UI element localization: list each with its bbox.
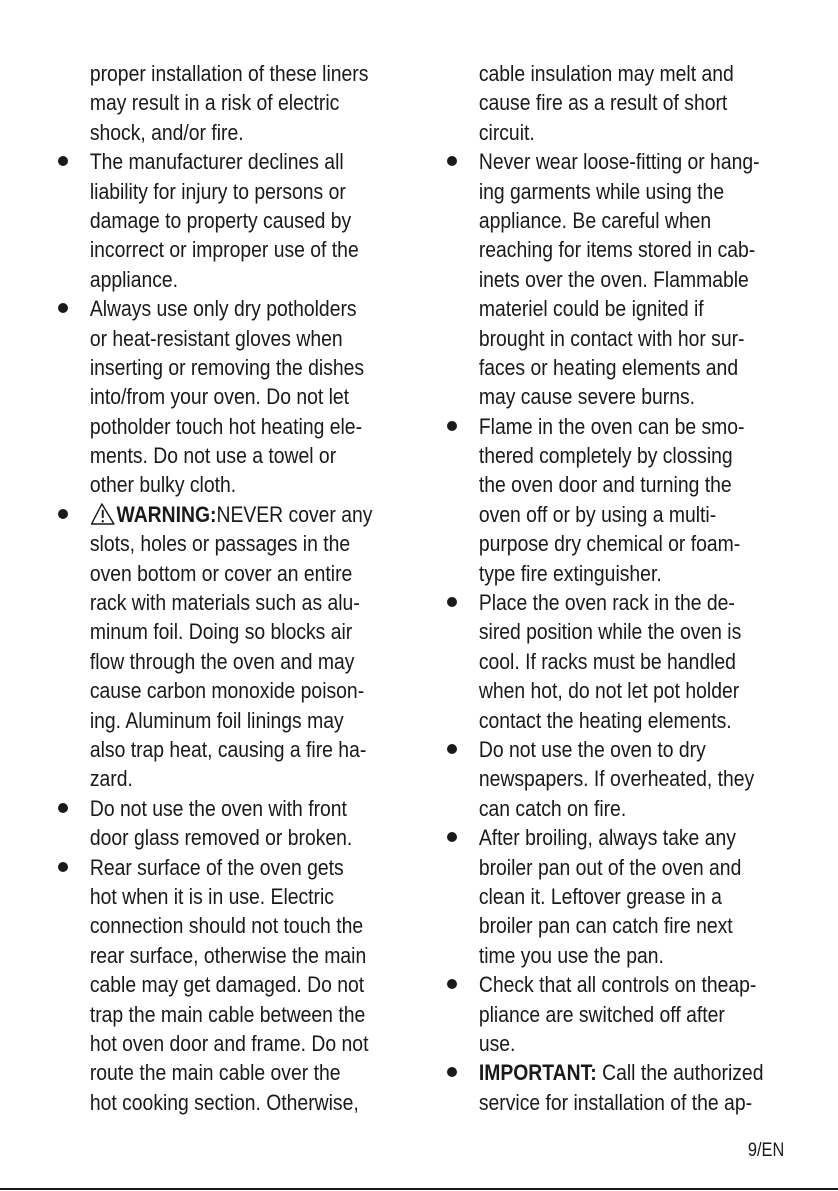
bullet-item <box>441 412 791 588</box>
text-line: other bulky cloth. <box>89 472 237 498</box>
text-line: Rear surface of the oven gets <box>89 854 344 880</box>
warning-label: WARNING: <box>116 501 217 527</box>
text-line: into/from your oven. Do not let <box>89 384 350 410</box>
text-line: Never wear loose-fitting or hang- <box>478 149 760 175</box>
text-line: flow through the oven and may <box>89 648 355 674</box>
text-line: materiel could be ignited if <box>478 296 704 322</box>
warning-text: NEVER cover any <box>216 501 373 527</box>
text-line: purpose dry chemical or foam- <box>478 531 741 557</box>
text-line: The manufacturer declines all <box>89 149 344 175</box>
text-line: or heat-resistant gloves when <box>89 325 343 351</box>
bullet-item <box>52 853 397 1118</box>
text-line: cause fire as a result of short <box>478 90 728 116</box>
text-line: Do not use the oven with front <box>89 795 347 821</box>
text-line: ments. Do not use a towel or <box>89 443 337 469</box>
bullet-item <box>441 1058 791 1117</box>
important-text: Call the authorized <box>596 1060 764 1086</box>
text-line: minum foil. Doing so blocks air <box>89 619 353 645</box>
text-line: contact the heating elements. <box>478 707 732 733</box>
text-line: trap the main cable between the <box>89 1001 366 1027</box>
text-line: ing. Aluminum foil linings may <box>89 707 344 733</box>
text-line: pliance are switched off after <box>478 1001 725 1027</box>
bullet-item <box>52 794 397 853</box>
text-line: zard. <box>89 766 133 792</box>
text-line: rack with materials such as alu- <box>89 590 360 616</box>
text-line: hot when it is in use. Electric <box>89 883 334 909</box>
text-line: brought in contact with hor sur- <box>478 325 745 351</box>
text-line: cable may get damaged. Do not <box>89 972 365 998</box>
text-line: hot cooking section. Otherwise, <box>89 1089 359 1115</box>
important-line <box>441 1058 764 1087</box>
text-line: Do not use the oven to dry <box>478 736 706 762</box>
text-line: type fire extinguisher. <box>478 560 662 586</box>
important-label: IMPORTANT: <box>478 1060 597 1086</box>
bullet-item <box>441 970 791 1058</box>
text-line: use. <box>478 1030 516 1056</box>
text-line: damage to property caused by <box>89 207 352 233</box>
text-line: Place the oven rack in the de- <box>478 590 735 616</box>
text-line: circuit. <box>478 119 535 145</box>
text-line: shock, and/or fire. <box>89 119 244 145</box>
text-line: cable insulation may melt and <box>478 61 734 86</box>
text-line: proper installation of these liners <box>89 61 369 86</box>
text-line: may result in a risk of electric <box>89 90 340 116</box>
text-line: oven off or by using a multi- <box>478 501 717 527</box>
continued-paragraph <box>52 59 397 147</box>
text-line: broiler pan out of the oven and <box>478 854 742 880</box>
left-column <box>52 59 397 1117</box>
text-line: Always use only dry potholders <box>89 296 357 322</box>
text-line: door glass removed or broken. <box>89 825 353 851</box>
text-line: route the main cable over the <box>89 1060 341 1086</box>
text-line: Check that all controls on theap- <box>478 972 757 998</box>
text-line: thered completely by clossing <box>478 443 733 469</box>
bullet-item <box>441 735 791 823</box>
text-line: slots, holes or passages in the <box>89 531 351 557</box>
bullet-item <box>52 500 397 794</box>
bullet-item <box>52 147 397 294</box>
text-line: ing garments while using the <box>478 178 725 204</box>
text-line: newspapers. If overheated, they <box>478 766 755 792</box>
text-line: can catch on fire. <box>478 795 627 821</box>
bullet-item <box>441 823 791 970</box>
warning-triangle-icon <box>90 503 116 525</box>
text-line: when hot, do not let pot holder <box>478 678 740 704</box>
right-column <box>441 59 791 1117</box>
text-line: After broiling, always take any <box>478 825 736 851</box>
text-line: service for installation of the ap- <box>478 1089 753 1115</box>
bullet-item <box>441 588 791 735</box>
bottom-rule <box>0 1188 838 1190</box>
text-line: broiler pan can catch fire next <box>478 913 733 939</box>
text-line: reaching for items stored in cab- <box>478 237 756 263</box>
text-line: cool. If racks must be handled <box>478 648 736 674</box>
bullet-item <box>441 147 791 412</box>
text-line: faces or heating elements and <box>478 354 739 380</box>
text-line: connection should not touch the <box>89 913 364 939</box>
text-line: sired position while the oven is <box>478 619 742 645</box>
text-line: oven bottom or cover an entire <box>89 560 353 586</box>
continued-paragraph <box>441 59 791 147</box>
text-line: appliance. Be careful when <box>478 207 712 233</box>
page-number: 9/EN <box>747 1140 784 1161</box>
text-line: incorrect or improper use of the <box>89 237 359 263</box>
text-line: clean it. Leftover grease in a <box>478 883 722 909</box>
text-line: liability for injury to persons or <box>89 178 346 204</box>
bullet-item <box>52 294 397 500</box>
text-line: inserting or removing the dishes <box>89 354 365 380</box>
text-line: also trap heat, causing a fire ha- <box>89 736 367 762</box>
text-line: hot oven door and frame. Do not <box>89 1030 369 1056</box>
text-line: may cause severe burns. <box>478 384 696 410</box>
text-line: rear surface, otherwise the main <box>89 942 367 968</box>
text-line: the oven door and turning the <box>478 472 732 498</box>
text-line: inets over the oven. Flammable <box>478 266 749 292</box>
text-line: Flame in the oven can be smo- <box>478 413 745 439</box>
text-line: appliance. <box>89 266 179 292</box>
text-line: cause carbon monoxide poison- <box>89 678 365 704</box>
text-line: potholder touch hot heating ele- <box>89 413 363 439</box>
warning-line <box>52 500 373 529</box>
text-line: time you use the pan. <box>478 942 664 968</box>
